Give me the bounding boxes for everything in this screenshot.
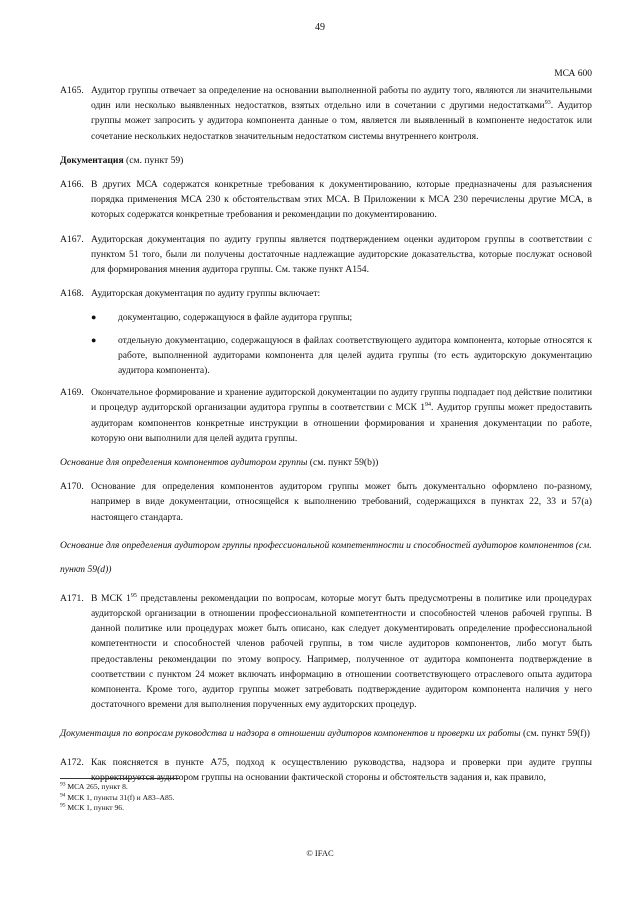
subsection-title: Документация по вопросам руководства и надзора в отношении аудиторов компонентов и проверки их работы xyxy=(60,727,521,739)
footnote-ref: 93 xyxy=(544,100,551,107)
page-number: 49 xyxy=(315,22,325,33)
paragraph-a171 xyxy=(60,591,592,713)
footnote-text: МСК 1, пункты 31(f) и A83–A85. xyxy=(65,792,175,802)
subsection-heading xyxy=(60,455,592,470)
paragraph-number: A169. xyxy=(60,387,84,399)
paragraph-text: представлены рекомендации по вопросам, которые могут быть предусмотрены в политике или процедурах аудиторской организации в отношении профессиональной компетентности и способностей членов рабочей группы. В данной политике или процедурах может быть описано, как следует документировать определение профессиональной компетентности и способностей членов рабочей группы, в том числе аудиторов компонентов, либо могут быть предоставлены рекомендации по этому вопросу. Например, полученное от аудитора компонента подтверждение в соответствии с пунктом 24 может включать информацию в отношении соответствующего отраслевого опыта аудитора компонента. Кроме того, аудитор группы может затребовать подтверждение аудитором компонента наличия у него достаточного времени для выполнения порученных ему аудиторских процедур. xyxy=(91,592,592,711)
paragraph-a168 xyxy=(60,286,592,301)
bullet-item xyxy=(60,310,592,325)
copyright-footer: © IFAC xyxy=(306,848,334,858)
paragraph-number: A172. xyxy=(60,756,84,768)
page-content xyxy=(60,83,592,794)
paragraph-number: A171. xyxy=(60,592,84,604)
section-heading xyxy=(60,153,592,168)
paragraph-number: A170. xyxy=(60,481,84,493)
paragraph-a170 xyxy=(60,479,592,525)
footnote xyxy=(60,803,175,814)
paragraph-a166 xyxy=(60,177,592,223)
footnote-text: МСК 1, пункт 96. xyxy=(65,803,124,812)
footnote xyxy=(60,782,175,793)
footnotes xyxy=(60,782,175,814)
paragraph-number: A168. xyxy=(60,288,84,300)
paragraph-number: A165. xyxy=(60,85,84,96)
bullet-item xyxy=(60,333,592,379)
paragraph-text: Аудитор группы отвечает за определение на основании выполненной работы по аудиту того, являются ли значительными один или несколько выявленных недостатков, взятых отдельно или в сочетании с другими недостатками xyxy=(91,85,592,112)
section-heading-bold: Документация xyxy=(60,154,124,166)
subsection-title: Основание для определения аудитором группы профессиональной компетентности и способностей аудиторов компонентов (см. пункт 59(d)) xyxy=(60,539,592,575)
paragraph-text: В других МСА содержатся конкретные требования к документированию, которые предназначены для разъяснения порядка применения МСА 230 к обстоятельствам этих МСА. В Приложении к МСА 230 перечислены другие МСА, в которых содержатся конкретные требования и рекомендации по документированию. xyxy=(91,179,592,221)
section-heading-ref: (см. пункт 59) xyxy=(123,154,184,166)
paragraph-a167 xyxy=(60,232,592,278)
subsection-ref: (см. пункт 59(b)) xyxy=(307,457,379,469)
paragraph-text: В МСК 1 xyxy=(91,592,131,604)
footnote-text: МСА 265, пункт 8. xyxy=(65,782,128,791)
bullet-icon: ● xyxy=(91,334,97,345)
footnote-ref: 94 xyxy=(425,402,432,409)
footnote-mark: 94 xyxy=(60,791,66,798)
paragraph-text: . Аудитор группы может предоставить аудиторам компонентов конкретные инструкции в отношении формирования и хранения документации по работе, которую они выполнили для целей аудита группы. xyxy=(91,402,592,444)
footnote-mark: 93 xyxy=(60,781,66,788)
footnote-mark: 95 xyxy=(60,802,66,809)
bullet-text: документацию, содержащуюся в файле аудитора группы; xyxy=(118,312,353,324)
paragraph-number: A166. xyxy=(60,179,84,191)
paragraph-text: Аудиторская документация по аудиту группы включает: xyxy=(91,288,321,300)
subsection-title: Основание для определения компонентов аудитором группы xyxy=(60,457,308,469)
paragraph-text: Окончательное формирование и хранение аудиторской документации по аудиту группы подпадает под действие политики и процедур аудиторской организации аудитора группы в соответствии с МСК 1 xyxy=(91,387,592,414)
running-head: МСА 600 xyxy=(554,69,592,79)
bullet-icon: ● xyxy=(91,312,97,323)
paragraph-number: A167. xyxy=(60,233,84,245)
paragraph-a169 xyxy=(60,385,592,446)
bullet-text: отдельную документацию, содержащуюся в файлах соответствующего аудитора компонента, которые относятся к работе, выполненной аудиторами компонента для целей аудита группы (то есть аудиторскую документацию аудитора компонента). xyxy=(118,334,592,377)
footnote-divider xyxy=(60,778,180,779)
paragraph-text: . Аудитор группы может запросить у аудитора компонента данные о том, является ли выявленный в компоненте недостаток или сочетание нескольких недостатков значительным недостатком системы внутреннего контроля. xyxy=(91,100,592,142)
paragraph-text: Основание для определения компонентов аудитором группы может быть документально оформлено по-разному, например в виде документации, относящейся к выполнению требований, содержащихся в пунктах 22, 33 и 57(a) настоящего стандарта. xyxy=(91,481,592,523)
subsection-heading xyxy=(60,722,592,746)
paragraph-text: Аудиторская документация по аудиту группы является подтверждением оценки аудитором группы в соответствии с пунктом 51 того, были ли получены достаточные надлежащие аудиторские доказательства, которые послужат основой для формирования мнения аудитора группы. См. также пункт A154. xyxy=(91,233,592,276)
paragraph-a165 xyxy=(60,83,592,144)
footnote-ref: 95 xyxy=(130,592,137,599)
paragraph-text: Как поясняется в пункте A75, подход к осуществлению руководства, надзора и проверки при аудите группы корректируется аудитором группы на основании фактической стороны и обстоятельств задания и, как правило, xyxy=(91,756,592,783)
footnote xyxy=(60,793,175,804)
subsection-ref: (см. пункт 59(f)) xyxy=(520,727,590,739)
subsection-heading xyxy=(60,534,592,582)
